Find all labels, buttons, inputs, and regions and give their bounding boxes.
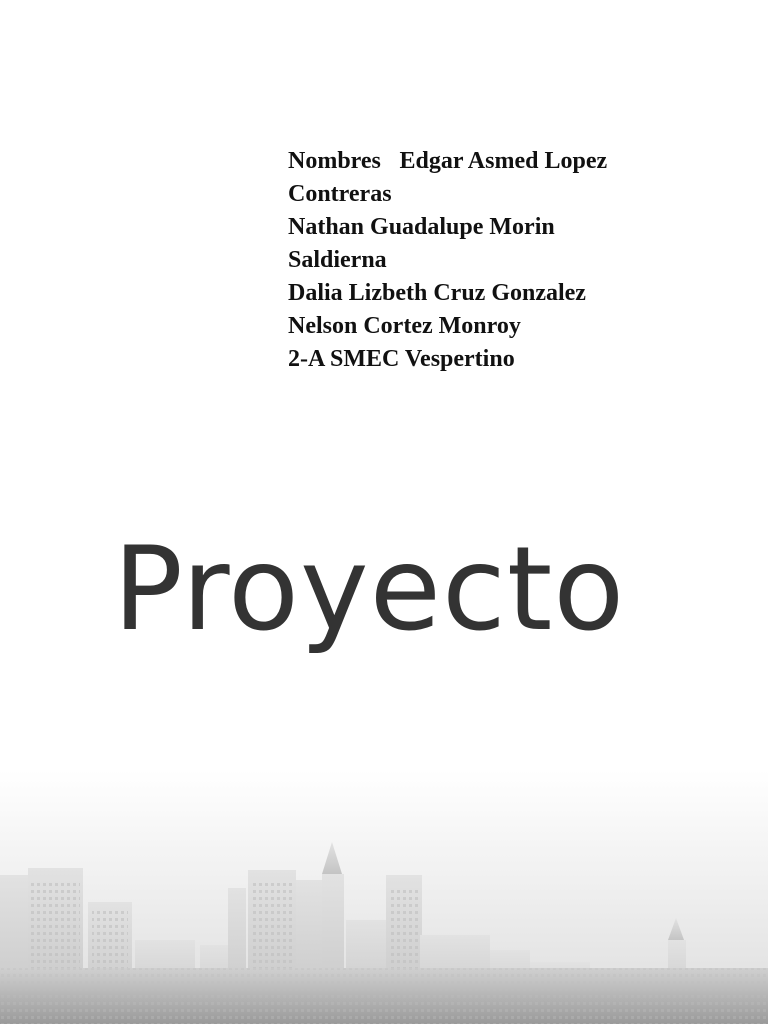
- names-line-1: Nombres Edgar Asmed Lopez: [288, 148, 595, 174]
- names-line-5: Dalia Lizbeth Cruz Gonzalez: [288, 280, 586, 306]
- names-line-6: Nelson Cortez Monroy: [288, 313, 521, 339]
- document-title: Proyecto: [113, 522, 626, 657]
- names-line-4: Saldierna: [288, 247, 387, 273]
- names-line-3: Nathan Guadalupe Morin: [288, 214, 555, 240]
- names-line-2: Contreras: [288, 181, 392, 207]
- city-skyline-image: [0, 770, 768, 1024]
- author-names-block: [288, 145, 668, 376]
- group-line: 2-A SMEC Vespertino: [288, 346, 515, 372]
